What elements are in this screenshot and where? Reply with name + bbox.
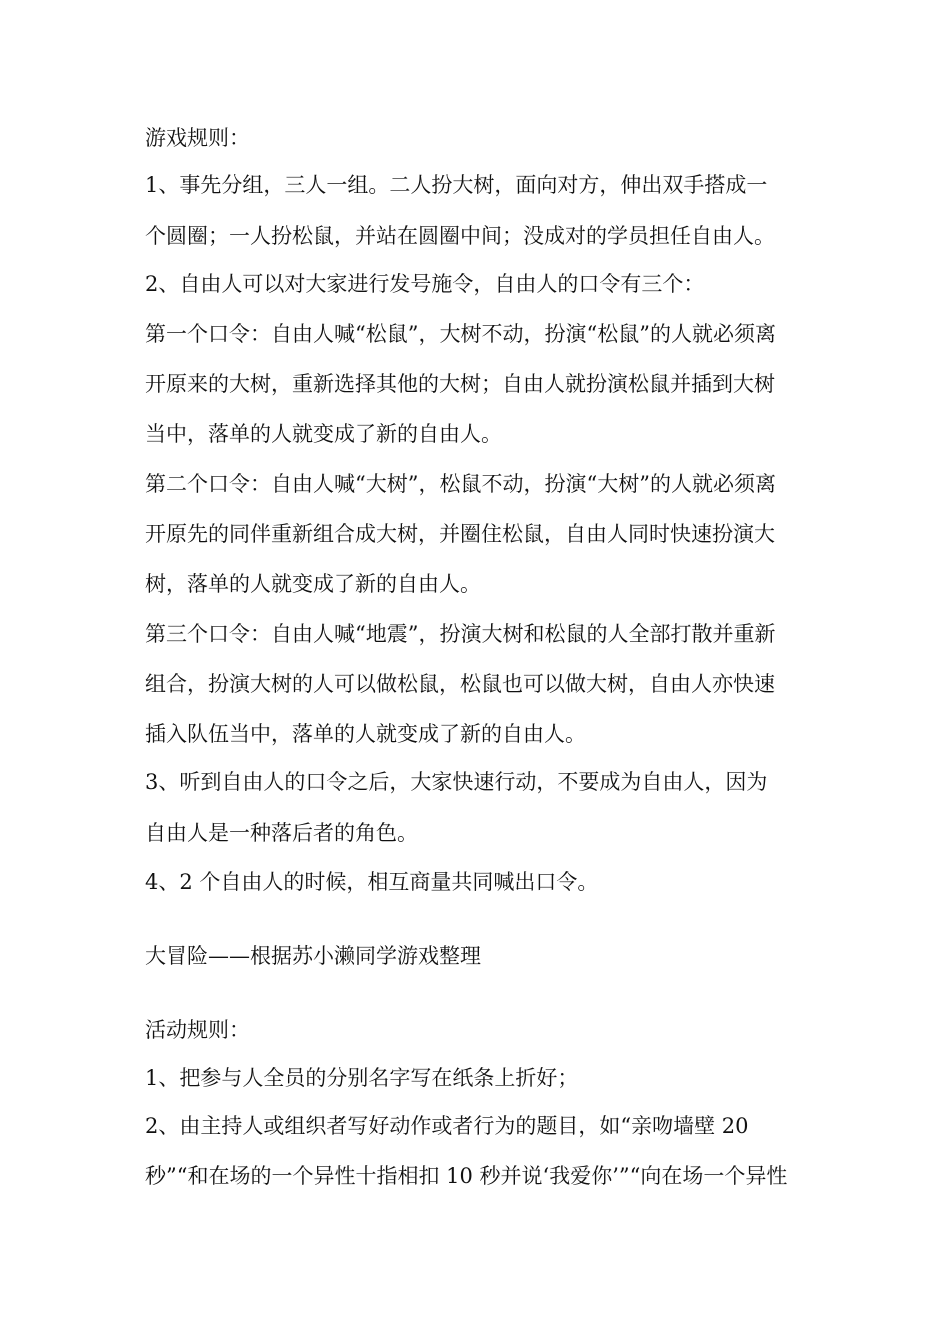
rule-3-line-2: 自由人是一种落后者的角色。 [145, 821, 418, 845]
rule-3-line-1: 3、听到自由人的口令之后，大家快速行动，不要成为自由人，因为 [145, 770, 768, 794]
command-2-line-3: 树，落单的人就变成了新的自由人。 [145, 572, 481, 596]
command-2-line-2: 开原先的同伴重新组合成大树，并圈住松鼠，自由人同时快速扮演大 [145, 522, 775, 546]
command-2-line-1: 第二个口令：自由人喊“大树”，松鼠不动，扮演“大树”的人就必须离 [145, 472, 776, 496]
rule-2: 2、自由人可以对大家进行发号施令，自由人的口令有三个： [145, 272, 705, 296]
rule-1-line-1: 1、事先分组，三人一组。二人扮大树，面向对方，伸出双手搭成一 [145, 173, 768, 197]
activity-rules-heading: 活动规则： [145, 1018, 250, 1042]
activity-rule-2-line-1: 2、由主持人或组织者写好动作或者行为的题目，如“亲吻墙壁 20 [145, 1114, 749, 1138]
command-1-line-2: 开原来的大树，重新选择其他的大树；自由人就扮演松鼠并插到大树 [145, 372, 775, 396]
activity-rule-1: 1、把参与人全员的分别名字写在纸条上折好； [145, 1066, 579, 1090]
command-3-line-1: 第三个口令：自由人喊“地震”，扮演大树和松鼠的人全部打散并重新 [145, 622, 776, 646]
adventure-title: 大冒险——根据苏小濑同学游戏整理 [145, 944, 481, 968]
command-3-line-3: 插入队伍当中，落单的人就变成了新的自由人。 [145, 722, 586, 746]
rule-1-line-2: 个圆圈；一人扮松鼠，并站在圆圈中间；没成对的学员担任自由人。 [145, 224, 775, 248]
activity-rule-2-line-2: 秒”“和在场的一个异性十指相扣 10 秒并说‘我爱你’”“向在场一个异性 [145, 1164, 788, 1188]
rules-heading: 游戏规则： [145, 126, 250, 150]
command-3-line-2: 组合，扮演大树的人可以做松鼠，松鼠也可以做大树，自由人亦快速 [145, 672, 775, 696]
command-1-line-1: 第一个口令：自由人喊“松鼠”，大树不动，扮演“松鼠”的人就必须离 [145, 322, 776, 346]
rule-4: 4、2 个自由人的时候，相互商量共同喊出口令。 [145, 870, 599, 894]
command-1-line-3: 当中，落单的人就变成了新的自由人。 [145, 422, 502, 446]
